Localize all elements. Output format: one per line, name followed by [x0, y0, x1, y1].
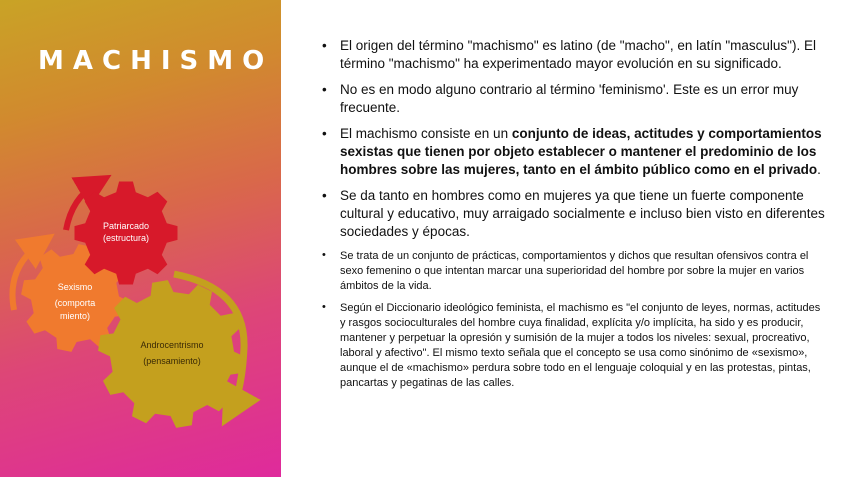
bullet-bold-text: conjunto de ideas, actitudes y comportamientos sexistas que tienen por objeto establecer o mantener el predominio de los hombres sobre las mujeres, tanto en el ámbito público como en el privado: [340, 126, 822, 177]
gear-left-label-3: miento): [59, 311, 91, 321]
bullet-text: El machismo consiste en un: [340, 126, 512, 141]
bullet-item: [318, 125, 828, 179]
bullet-item: • El origen del término "machismo" es latino (de "macho", en latín "masculus"). El término "machismo" ha experimentado mayor evolución en su significado.: [318, 37, 828, 73]
gear-left-label-1: Sexismo: [57, 282, 93, 292]
gear-bottom-label-2: (pensamiento): [143, 356, 201, 366]
gear-bottom-shape: [98, 280, 246, 428]
gear-left-label-2: (comporta: [54, 298, 96, 308]
gear-top-label-1: Patriarcado: [102, 221, 150, 231]
bullet-text: .: [817, 162, 821, 177]
gear-bottom-label-1: Androcentrismo: [140, 340, 204, 350]
bullet-list: [318, 37, 828, 398]
gear-diagram: [0, 170, 281, 440]
bullet-item: • Según el Diccionario ideológico feminista, el machismo es "el conjunto de leyes, normas, actitudes y rasgos socioculturales del hombre cuya finalidad, explícita y/o implícita, ha sido y es producir, mantener y perpetuar la opresión y sumisión de la mujer a todos los niveles: sexual, procreativo, laboral y afectivo". El mismo texto señala que el concepto se usa como sinónimo de «sexismo», aunque el de «machismo» perdura sobre todo en el lenguaje coloquial y en las protestas, pintas, pancartas y pegatinas de las calles.: [318, 301, 828, 391]
left-panel: [0, 0, 281, 477]
slide-title: MACHISMO: [38, 46, 274, 76]
gear-top-label-2: (estructura): [102, 233, 150, 243]
gear-androcentrismo: [98, 280, 246, 428]
bullet-item: • Se trata de un conjunto de prácticas, comportamientos y dichos que resultan ofensivos contra el sexo femenino o que intentan marcar una superioridad del hombre por sobre la mujer en varios ámbitos de la vida.: [318, 249, 828, 294]
bullet-item: • No es en modo alguno contrario al término 'feminismo'. Este es un error muy frecuente.: [318, 81, 828, 117]
bullet-item: • Se da tanto en hombres como en mujeres ya que tiene un fuerte componente cultural y educativo, muy arraigado socialmente e incluso bien visto en diferentes sociedades y épocas.: [318, 187, 828, 241]
